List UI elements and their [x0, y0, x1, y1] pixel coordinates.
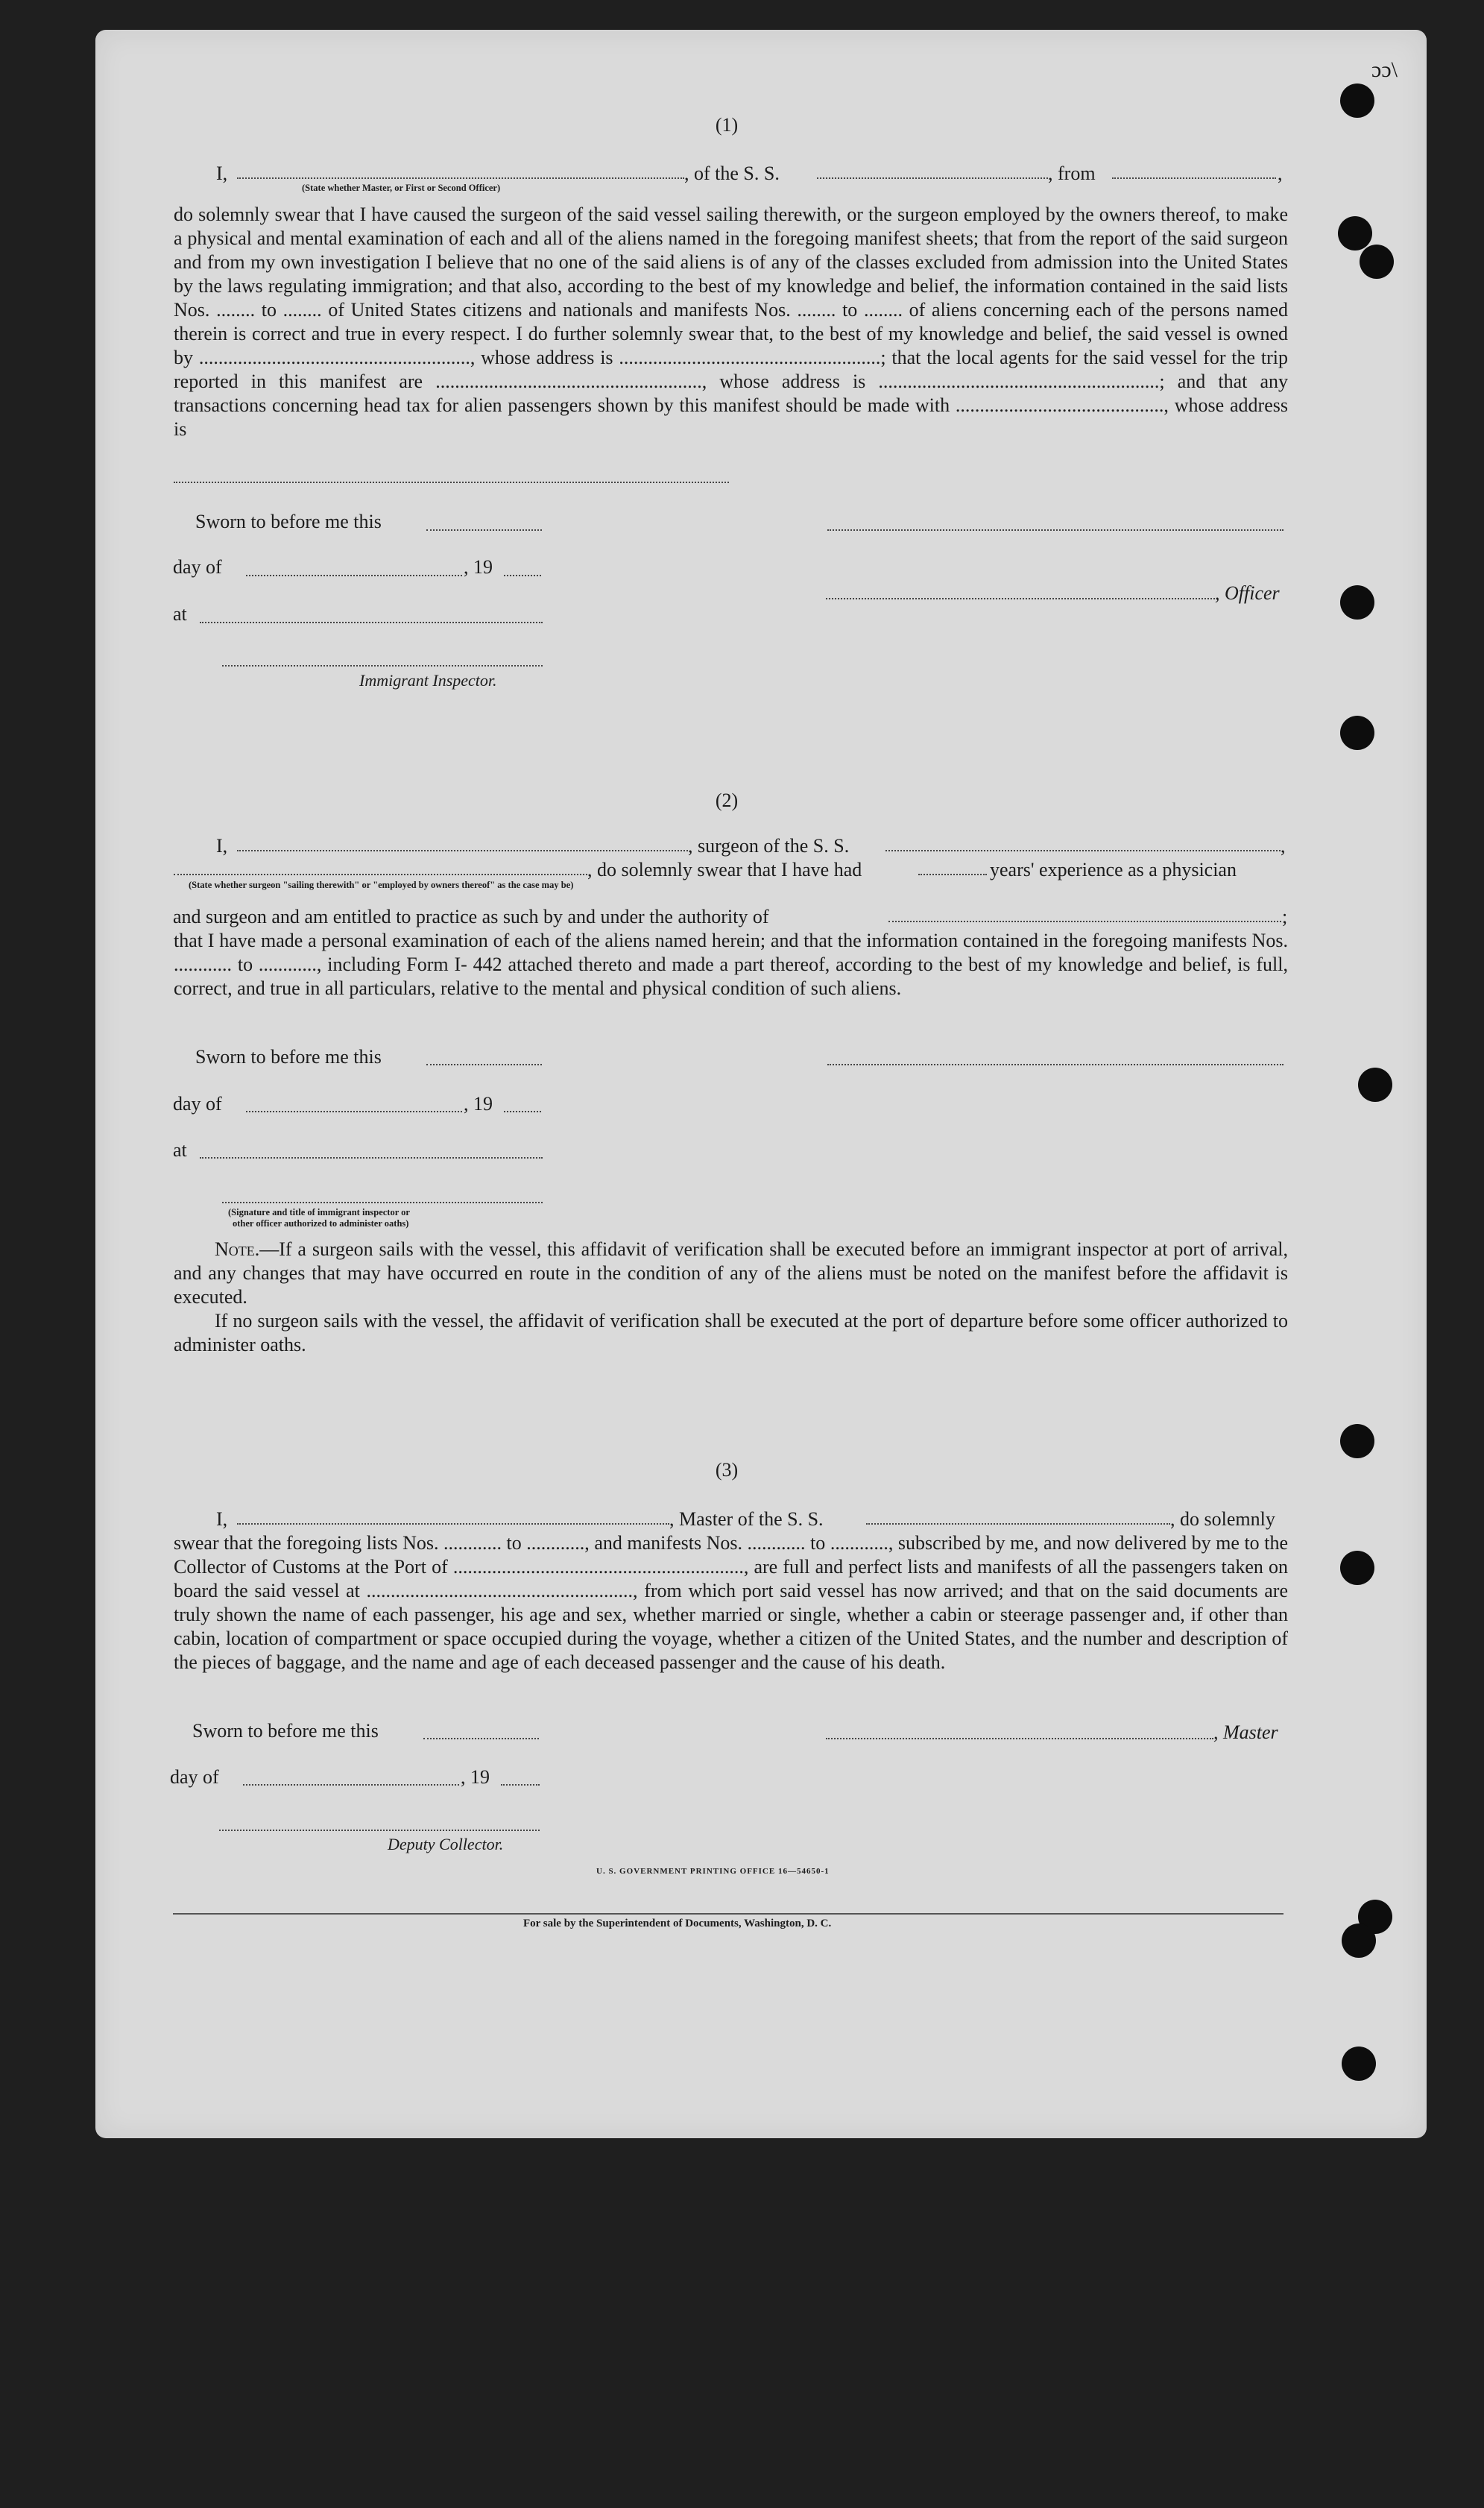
vessel-name-blank	[817, 177, 1048, 179]
note-label: Note.	[215, 1238, 260, 1260]
surgeon-state-note: (State whether surgeon "sailing therewith" or "employed by owners thereof" as the case may be)	[189, 880, 574, 890]
years-label: years' experience as a physician	[990, 859, 1237, 880]
section-1-number: (1)	[715, 114, 739, 136]
semicolon: ;	[1282, 906, 1288, 927]
sworn-label-2: Sworn to before me this	[195, 1046, 382, 1068]
master-vessel-blank	[866, 1523, 1170, 1525]
surgeon-signature-blank	[827, 1064, 1283, 1065]
punch-hole	[1340, 716, 1374, 750]
officer-name-blank	[237, 177, 684, 179]
comma-2: ,	[1281, 835, 1286, 857]
deputy-collector-label: Deputy Collector.	[388, 1835, 504, 1853]
corner-mark: ɔɔ\	[1371, 57, 1398, 82]
section-1-i: I,	[216, 163, 228, 184]
year-blank-2	[504, 1111, 541, 1112]
surgeon-status-blank	[174, 874, 587, 875]
punch-hole	[1342, 2047, 1376, 2081]
at-label-1: at	[173, 603, 187, 625]
immigrant-inspector-label: Immigrant Inspector.	[359, 671, 497, 690]
surgeon-vessel-blank	[885, 850, 1281, 851]
officer-note: (State whether Master, or First or Second Officer)	[302, 183, 501, 193]
surgeon-of-label: , surgeon of the S. S.	[688, 835, 850, 857]
from-port-blank	[1112, 177, 1276, 179]
sworn-label-1: Sworn to before me this	[195, 511, 382, 532]
master-of-label: , Master of the S. S.	[669, 1508, 824, 1530]
authority-blank	[888, 921, 1281, 922]
at-label-2: at	[173, 1139, 187, 1161]
place-blank-2	[200, 1157, 543, 1159]
from-label: , from	[1048, 163, 1096, 184]
punch-hole	[1340, 84, 1374, 118]
section-2-number: (2)	[715, 790, 739, 811]
master-name-blank	[237, 1523, 669, 1525]
master-signature-blank	[826, 1738, 1213, 1739]
punch-hole	[1358, 1068, 1392, 1102]
solemnly-label: , do solemnly	[1170, 1508, 1275, 1530]
sale-notice: For sale by the Superintendent of Documents, Washington, D. C.	[523, 1918, 832, 1929]
note-text-1: —If a surgeon sails with the vessel, this affidavit of verification shall be executed before an immigrant inspector at port of arrival, and any changes that may have occurred en route in the condition of any of the aliens must be noted on the manifest before the affidavit is executed.	[174, 1238, 1288, 1308]
deputy-collector-signature-blank	[219, 1830, 540, 1831]
section-3-number: (3)	[715, 1459, 739, 1481]
printing-office-line: U. S. GOVERNMENT PRINTING OFFICE 16—54650-1	[596, 1867, 830, 1876]
sworn-label-3: Sworn to before me this	[192, 1720, 379, 1742]
surgeon-note	[174, 1238, 1288, 1357]
year-label-3: , 19	[461, 1766, 490, 1788]
officer-label: , Officer	[1215, 582, 1280, 604]
section-2-i: I,	[216, 835, 228, 857]
punch-hole	[1340, 1424, 1374, 1458]
signature-note-1: (Signature and title of immigrant inspector or	[228, 1207, 410, 1217]
punch-hole	[1342, 1923, 1376, 1958]
sworn-date-blank-3	[423, 1738, 539, 1739]
year-blank-3	[501, 1784, 540, 1786]
section-3-body: swear that the foregoing lists Nos. ............ to ............, and manifests Nos. ............ to ............, subscribed by me, and now delivered by me to the Collector of Customs at the Port of ............................................................, are full and perfect lists and manifests of all the passengers taken on board the said vessel at ......................................................., from which port said vessel has now arrived; and that on the said documents are truly shown the name of each passenger, his age and sex, whether married or single, whether a cabin or steerage passenger and, if other than cabin, location of compartment or space occupied during the voyage, whether a citizen of the United States, and the number and description of the pieces of baggage, and the name and age of each deceased passenger and the cause of his death.	[174, 1532, 1288, 1673]
section-2-body: that I have made a personal examination of each of the aliens named herein; and that the information contained in the foregoing manifests Nos. ............ to ............, including Form I- 442 attached thereto and made a part thereof, according to the best of my knowledge and belief, is full, correct, and true in all particulars, relative to the mental and physical condition of such aliens.	[174, 930, 1288, 999]
comma: ,	[1278, 163, 1283, 184]
year-label-2: , 19	[464, 1093, 493, 1115]
day-of-label-3: day of	[170, 1766, 219, 1788]
sworn-date-blank-1	[426, 529, 542, 531]
master-label: , Master	[1213, 1721, 1278, 1743]
signature-note-2: other officer authorized to administer oaths)	[233, 1218, 409, 1229]
years-blank	[918, 874, 987, 875]
punch-hole	[1360, 245, 1394, 279]
year-blank-1	[504, 575, 541, 576]
punch-hole	[1340, 585, 1374, 620]
day-of-label-1: day of	[173, 556, 222, 578]
address-continuation-blank	[174, 482, 729, 483]
punch-hole	[1338, 216, 1372, 251]
month-blank-2	[246, 1111, 462, 1112]
month-blank-1	[246, 575, 462, 576]
punch-hole	[1340, 1551, 1374, 1585]
section-3-i: I,	[216, 1508, 228, 1530]
footer-rule	[173, 1913, 1283, 1915]
sworn-date-blank-2	[426, 1064, 542, 1065]
year-label-1: , 19	[464, 556, 493, 578]
administering-officer-blank	[222, 1202, 543, 1203]
inspector-signature-blank	[222, 665, 543, 667]
authority-label: and surgeon and am entitled to practice as such by and under the authority of	[173, 906, 769, 927]
month-blank-3	[243, 1784, 459, 1786]
officer-signature-blank	[827, 529, 1283, 531]
surgeon-name-blank	[237, 850, 688, 851]
section-1-body: do solemnly swear that I have caused the surgeon of the said vessel sailing therewith, or the surgeon employed by the owners thereof, to make a physical and mental examination of each and all of the aliens named in the foregoing manifest sheets; that from the report of the said surgeon and from my own investigation I believe that no one of the said aliens is of any of the classes excluded from admission into the United States by the laws regulating immigration; and that also, according to the best of my knowledge and belief, the information contained in the said lists Nos. ........ to ........ of United States citizens and nationals and manifests Nos. ........ to ........ of aliens concerning each of the persons named therein is correct and true in every respect. I do further solemnly swear that, to the best of my knowledge and belief, the said vessel is owned by ........................................................, whose address is ......................................................; that the local agents for the said vessel for the trip reported in this manifest are ......................................................., whose address is ..........................................................; and that any transactions concerning head tax for alien passengers shown by this manifest should be made with ..........................................., whose address is	[174, 204, 1288, 440]
of-ss-label: , of the S. S.	[684, 163, 780, 184]
note-text-2: If no surgeon sails with the vessel, the affidavit of verification shall be executed at the port of departure before some officer authorized to administer oaths.	[174, 1310, 1288, 1355]
swear-label: , do solemnly swear that I have had	[587, 859, 862, 880]
day-of-label-2: day of	[173, 1093, 222, 1115]
place-blank-1	[200, 622, 543, 623]
officer-title-blank	[826, 598, 1215, 599]
